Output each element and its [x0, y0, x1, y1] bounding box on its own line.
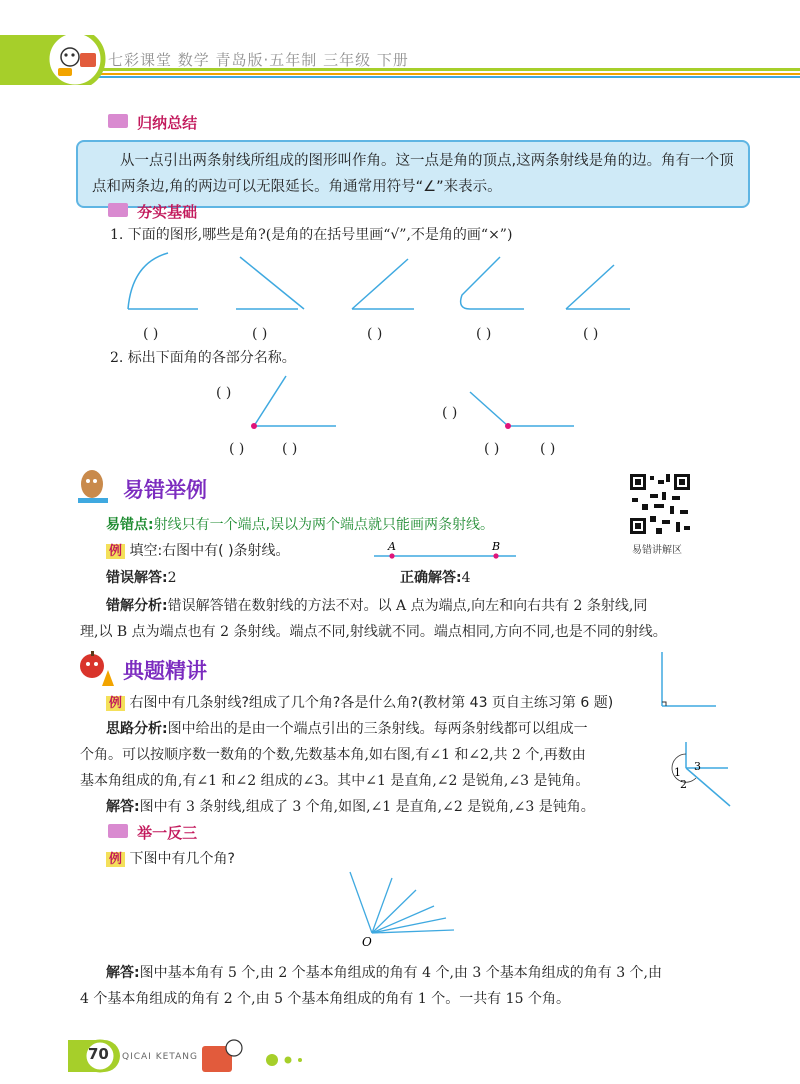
q1-blank-3[interactable]: ( ) [367, 326, 383, 342]
book-icon [108, 824, 128, 838]
q1-figures [0, 245, 800, 315]
wrong-answer-row [106, 565, 177, 591]
angle-label-3: 3 [694, 760, 701, 773]
extension-heading-row [108, 822, 197, 843]
footer-brand: QICAI KETANG [122, 1052, 198, 1062]
analysis-line-1 [106, 593, 722, 619]
right-answer-label: 正确解答: [400, 570, 462, 586]
footer-dot-3 [298, 1058, 302, 1062]
example-label: 例 [106, 852, 125, 867]
basics-heading-row [108, 201, 197, 222]
q1-blank-5[interactable]: ( ) [583, 326, 599, 342]
typical-heading: 典题精讲 [123, 659, 207, 683]
typical-answer-label: 解答: [106, 799, 140, 815]
point-a-label: A [388, 540, 396, 553]
ray-down [686, 768, 730, 806]
wrong-answer-value: 2 [167, 570, 177, 586]
mascot-book-icon [80, 53, 96, 67]
q2-angle-2 [470, 392, 508, 426]
point-b-dot [493, 553, 498, 558]
mistake-example-row [106, 538, 290, 565]
figure-true-angle [352, 259, 408, 309]
point-a-dot [389, 553, 394, 558]
qr-code-icon[interactable] [628, 472, 692, 536]
figure-separate-lines [240, 257, 304, 309]
mistake-point-text: 射线只有一个端点,误以为两个端点就只能画两条射线。 [153, 517, 495, 533]
mascot-apple-icon [76, 648, 116, 688]
right-answer-value: 4 [461, 570, 471, 586]
header-title: 七彩课堂 数学 青岛版·五年制 三年级 下册 [108, 51, 409, 69]
fan-ray-1 [350, 872, 372, 933]
extension-example-text: 下图中有几个角? [129, 851, 235, 867]
analysis-text-1: 错误解答错在数射线的方法不对。以 A 点为端点,向左和向右共有 2 条射线,同 [167, 598, 648, 614]
point-b-label: B [492, 540, 501, 553]
mascot-head-icon [61, 48, 79, 66]
mistake-point-row [106, 512, 494, 538]
q1-blank-4[interactable]: ( ) [476, 326, 492, 342]
q1-blank-1[interactable]: ( ) [143, 326, 159, 342]
summary-heading-row [108, 112, 197, 133]
figure-angle-5 [566, 265, 614, 309]
ray-ab-figure [370, 538, 520, 568]
typical-answer-row [106, 794, 595, 820]
q2-blank-2[interactable]: ( ) [229, 441, 245, 457]
footer-dot-2 [285, 1057, 292, 1064]
right-answer-row [400, 565, 471, 591]
extension-answer-label: 解答: [106, 965, 140, 981]
extension-answer-line-1 [106, 960, 662, 986]
example-label: 例 [106, 544, 125, 559]
q1-blank-2[interactable]: ( ) [252, 326, 268, 342]
extension-answer-line-2: 4 个基本角组成的角有 2 个,由 5 个基本角组成的角有 1 个。一共有 15 个角。 [80, 991, 570, 1007]
wrong-answer-label: 错误解答: [106, 570, 168, 586]
figure-rounded-angle [461, 257, 524, 309]
angle-label-2: 2 [680, 778, 687, 791]
q2-figures [0, 370, 800, 440]
q2-blank-3[interactable]: ( ) [282, 441, 298, 457]
fan-ray-3 [372, 890, 416, 933]
analysis-line-2: 理,以 B 点为端点也有 2 条射线。端点不同,射线就不同。端点相同,方向不同,也是不同的射线。 [80, 624, 667, 640]
header-blue-line [60, 76, 800, 78]
thinking-line-1 [106, 716, 588, 742]
q2-vertex-1 [251, 423, 257, 429]
figure-curve-angle [128, 253, 168, 309]
typical-answer-text: 图中有 3 条射线,组成了 3 个角,如图,∠1 是直角,∠2 是锐角,∠3 是钝角。 [139, 799, 595, 815]
typical-example-row [106, 690, 613, 717]
summary-heading: 归纳总结 [137, 114, 198, 132]
book-icon [108, 203, 128, 217]
page-number: 70 [88, 1045, 109, 1063]
fan-ray-2 [372, 878, 392, 933]
q2-blank-1[interactable]: ( ) [216, 385, 232, 401]
mistakes-heading: 易错举例 [123, 478, 207, 502]
footer-dot-1 [266, 1054, 278, 1066]
question-2: 2. 标出下面角的各部分名称。 [110, 350, 296, 366]
q2-blank-4[interactable]: ( ) [442, 405, 458, 421]
qr-caption: 易错讲解区 [632, 545, 682, 556]
thinking-label: 思路分析: [106, 721, 168, 737]
angle-label-1: 1 [674, 766, 681, 779]
thinking-line-2: 个角。可以按顺序数一数角的个数,先数基本角,如右图,有∠1 和∠2,共 2 个,再数由 [80, 747, 586, 763]
thinking-text-1: 图中给出的是由一个端点引出的三条射线。每两条射线都可以组成一 [167, 721, 588, 737]
basics-heading: 夯实基础 [137, 203, 198, 221]
q2-angle-1 [254, 376, 286, 426]
fan-ray-4 [372, 906, 434, 933]
q2-vertex-2 [505, 423, 511, 429]
mistake-example-text: 填空:右图中有( )条射线。 [129, 543, 290, 559]
example-label: 例 [106, 696, 125, 711]
mistake-point-label: 易错点: [106, 517, 154, 533]
extension-answer-text-1: 图中基本角有 5 个,由 2 个基本角组成的角有 4 个,由 3 个基本角组成的角有 3 个,由 [139, 965, 662, 981]
q2-blank-6[interactable]: ( ) [540, 441, 556, 457]
question-1: 1. 下面的图形,哪些是角?(是角的在括号里画“√”,不是角的画“×”) [110, 227, 513, 243]
q2-blank-5[interactable]: ( ) [484, 441, 500, 457]
extension-heading: 举一反三 [137, 824, 198, 842]
origin-label: O [362, 935, 372, 949]
typical-example-text: 右图中有几条射线?组成了几个角?各是什么角?(教材第 43 页自主练习第 6 题) [129, 695, 614, 711]
mascot-egg-icon [76, 466, 116, 506]
analysis-label: 错解分析: [106, 598, 168, 614]
extension-example-row [106, 846, 235, 873]
header-orange-line [60, 73, 800, 75]
typical-figure [658, 646, 738, 846]
summary-box: 从一点引出两条射线所组成的图形叫作角。这一点是角的顶点,这两条射线是角的边。角有一个顶点和两条边,角的两边可以无限延长。角通常用符号“∠”来表示。 [76, 140, 750, 208]
thinking-line-3: 基本角组成的角,有∠1 和∠2 组成的∠3。其中∠1 是直角,∠2 是锐角,∠3 是钝角。 [80, 773, 590, 789]
book-icon [108, 114, 128, 128]
fan-rays-figure [330, 868, 470, 953]
